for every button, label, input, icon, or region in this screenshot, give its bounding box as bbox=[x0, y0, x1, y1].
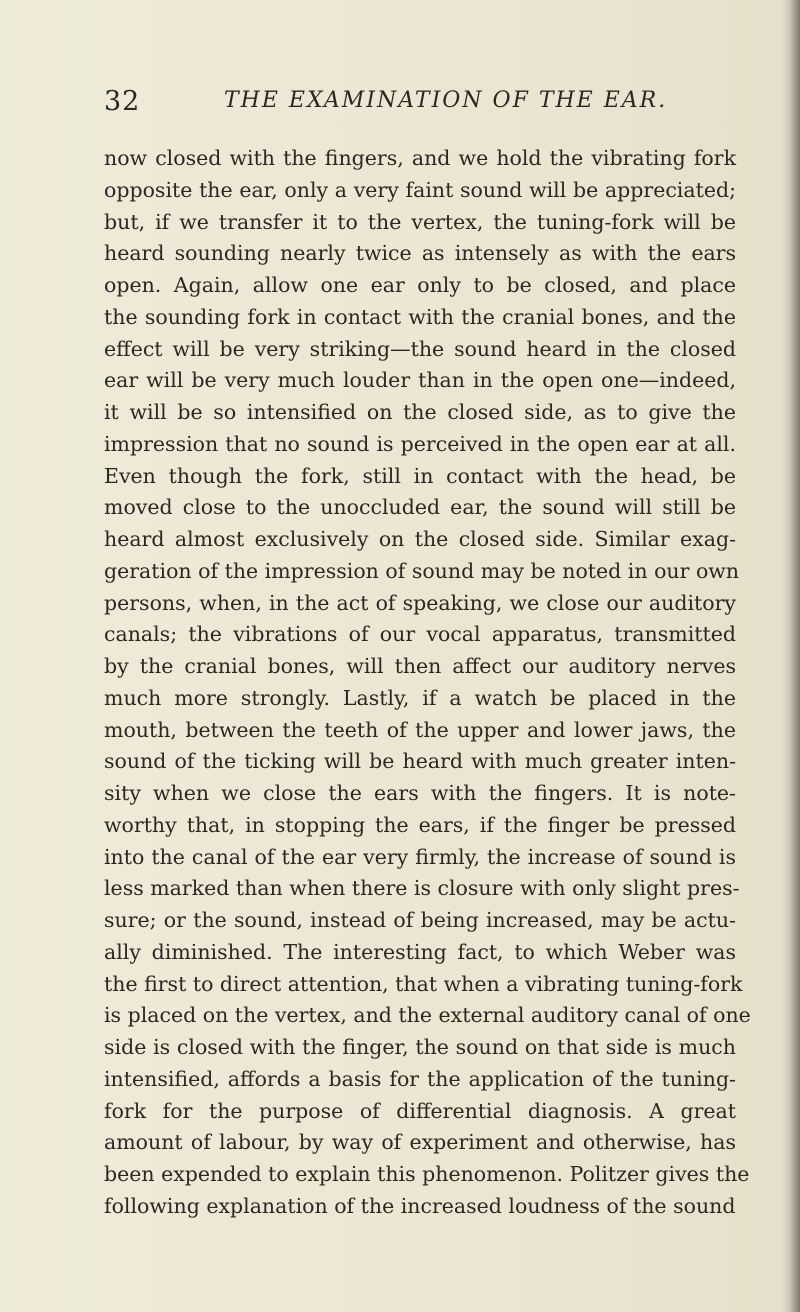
text-line: effect will be very striking—the sound heard in the closed bbox=[104, 336, 736, 361]
text-line: heard sounding nearly twice as intensely as with the ears bbox=[104, 241, 736, 266]
text-line: following explanation of the increased loudness of the sound bbox=[104, 1193, 736, 1218]
text-line: sure; or the sound, instead of being increased, may be actu- bbox=[104, 908, 736, 932]
text-line: mouth, between the teeth of the upper and lower jaws, the bbox=[104, 717, 736, 742]
text-line: amount of labour, by way of experiment and otherwise, has bbox=[104, 1130, 736, 1155]
text-line: fork for the purpose of differential diagnosis. A great bbox=[104, 1098, 736, 1123]
text-line: is placed on the vertex, and the external auditory canal of one bbox=[104, 1003, 751, 1028]
running-head bbox=[104, 86, 740, 126]
text-line: ally diminished. The interesting fact, to which Weber was bbox=[104, 939, 736, 964]
running-title: THE EXAMINATION OF THE EAR. bbox=[224, 88, 668, 113]
text-line: now closed with the fingers, and we hold the vibrating fork bbox=[104, 146, 736, 170]
text-line: much more strongly. Lastly, if a watch be placed in the bbox=[104, 685, 736, 710]
text-line: sity when we close the ears with the fingers. It is note- bbox=[104, 781, 736, 805]
text-line: it will be so intensified on the closed side, as to give the bbox=[104, 400, 736, 424]
text-line: Even though the fork, still in contact with the head, be bbox=[104, 463, 736, 488]
page-edge-shadow bbox=[782, 0, 800, 1312]
body-text bbox=[104, 143, 751, 1223]
text-line: intensified, affords a basis for the application of the tuning- bbox=[104, 1066, 736, 1091]
text-line: sound of the ticking will be heard with much greater inten- bbox=[104, 749, 736, 774]
text-line: geration of the impression of sound may be noted in our own bbox=[104, 558, 740, 583]
text-line: side is closed with the finger, the sound on that side is much bbox=[104, 1035, 736, 1059]
text-line: impression that no sound is perceived in the open ear at all. bbox=[104, 431, 736, 456]
text-line: canals; the vibrations of our vocal apparatus, transmitted bbox=[104, 622, 736, 647]
text-line: but, if we transfer it to the vertex, the tuning-fork will be bbox=[104, 209, 736, 234]
page-number: 32 bbox=[104, 86, 141, 117]
text-line: the sounding fork in contact with the cranial bones, and the bbox=[104, 304, 736, 329]
text-line: opposite the ear, only a very faint sound will be appreciated; bbox=[104, 177, 736, 202]
text-line: heard almost exclusively on the closed side. Similar exag- bbox=[104, 527, 736, 551]
text-line: persons, when, in the act of speaking, we close our auditory bbox=[104, 590, 736, 615]
text-line: worthy that, in stopping the ears, if the finger be pressed bbox=[104, 812, 736, 837]
text-line: the first to direct attention, that when a vibrating tuning-fork bbox=[104, 971, 743, 996]
text-line: open. Again, allow one ear only to be closed, and place bbox=[104, 273, 736, 297]
text-line: ear will be very much louder than in the open one—indeed, bbox=[104, 368, 736, 393]
text-line: into the canal of the ear very firmly, the increase of sound is bbox=[104, 844, 736, 869]
text-line: less marked than when there is closure with only slight pres- bbox=[104, 876, 740, 901]
text-line: been expended to explain this phenomenon. Politzer gives the bbox=[104, 1162, 750, 1186]
text-line: by the cranial bones, will then affect our auditory nerves bbox=[104, 654, 736, 678]
text-line: moved close to the unoccluded ear, the sound will still be bbox=[104, 495, 736, 520]
